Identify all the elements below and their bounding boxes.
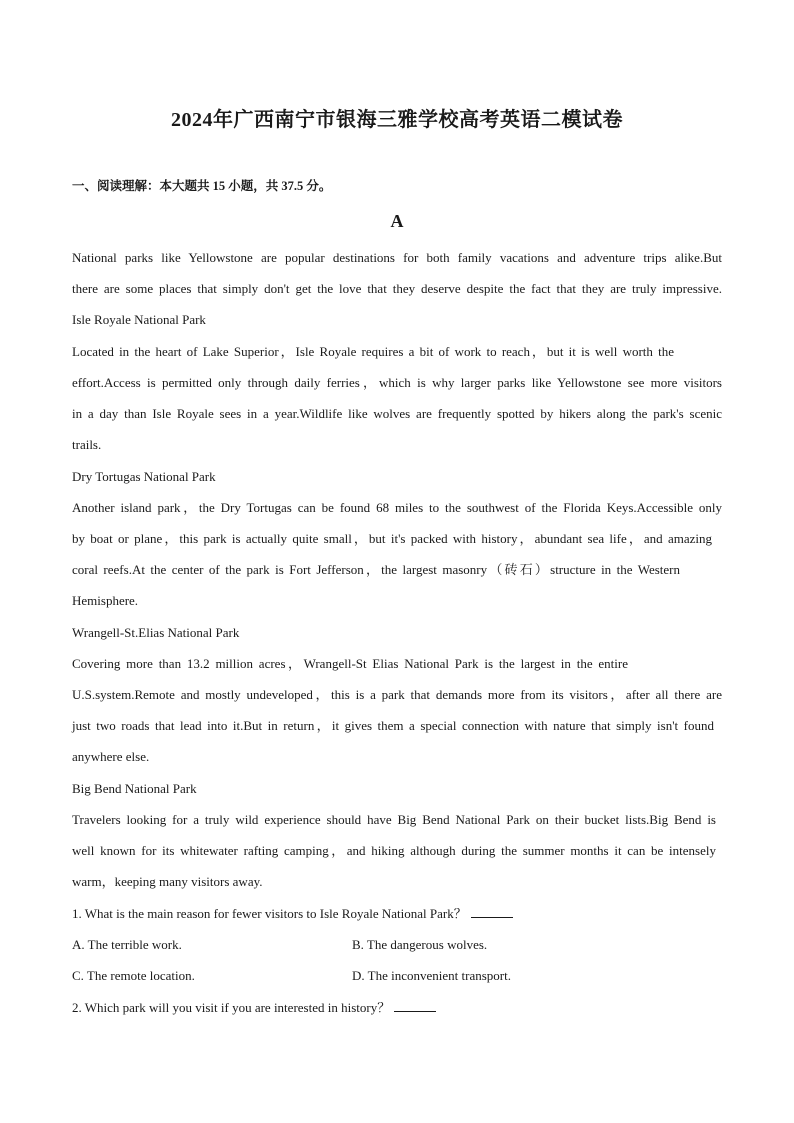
passage-line: by boat or plane，this park is actually quite small，but it's packed with history，abundant sea life，and amazing: [72, 531, 712, 546]
passage-line: U.S.system.Remote and mostly undeveloped，this is a park that demands more from its visitors，after all there are: [72, 687, 722, 702]
answer-blank[interactable]: [394, 999, 436, 1012]
question-2: [72, 999, 436, 1016]
passage-label: A: [390, 211, 404, 231]
option-d[interactable]: D. The inconvenient transport.: [352, 968, 511, 983]
passage-line: Hemisphere.: [72, 593, 139, 608]
answer-blank[interactable]: [471, 905, 513, 918]
option-b[interactable]: B. The dangerous wolves.: [352, 937, 488, 952]
passage-line: trails.: [72, 437, 102, 452]
question-stem: 1. What is the main reason for fewer visitors to Isle Royale National Park？: [72, 906, 467, 921]
passage-line: warm，keeping many visitors away.: [72, 874, 263, 889]
passage-line: anywhere else.: [72, 749, 150, 764]
question-stem: 2. Which park will you visit if you are interested in history？: [72, 1000, 391, 1015]
section-heading: 一、阅读理解：本大题共 15 小题，共 37.5 分。: [72, 179, 332, 193]
passage-line: coral reefs.At the center of the park is Fort Jefferson，the largest masonry（砖石）structure in the Western: [72, 562, 680, 577]
question-1: [72, 905, 513, 922]
park-heading: Wrangell-St.Elias National Park: [72, 625, 240, 640]
passage-line: in a day than Isle Royale sees in a year.Wildlife like wolves are frequently spotted by hikers along the park's scenic: [72, 406, 722, 421]
passage-line: there are some places that simply don't get the love that they deserve despite the fact that they are truly impressive.: [72, 281, 722, 296]
passage-line: Located in the heart of Lake Superior，Isle Royale requires a bit of work to reach，but it is well worth the: [72, 344, 674, 359]
park-heading: Dry Tortugas National Park: [72, 469, 216, 484]
passage-line: National parks like Yellowstone are popular destinations for both family vacations and adventure trips alike.But: [72, 250, 722, 265]
passage-line: Travelers looking for a truly wild experience should have Big Bend National Park on their bucket lists.Big Bend is: [72, 812, 716, 827]
page-title: 2024年广西南宁市银海三雅学校高考英语二模试卷: [171, 109, 623, 131]
option-a[interactable]: A. The terrible work.: [72, 937, 182, 952]
passage-line: well known for its whitewater rafting camping，and hiking although during the summer months it can be intensely: [72, 843, 716, 858]
park-heading: Isle Royale National Park: [72, 312, 206, 327]
passage-line: just two roads that lead into it.But in return，it gives them a special connection with nature that simply isn't found: [72, 718, 714, 733]
option-c[interactable]: C. The remote location.: [72, 968, 195, 983]
passage-line: Another island park，the Dry Tortugas can be found 68 miles to the southwest of the Florida Keys.Accessible only: [72, 500, 722, 515]
passage-line: effort.Access is permitted only through daily ferries，which is why larger parks like Yellowstone see more visitors: [72, 375, 722, 390]
passage-line: Covering more than 13.2 million acres，Wrangell-St Elias National Park is the largest in the entire: [72, 656, 628, 671]
park-heading: Big Bend National Park: [72, 781, 197, 796]
